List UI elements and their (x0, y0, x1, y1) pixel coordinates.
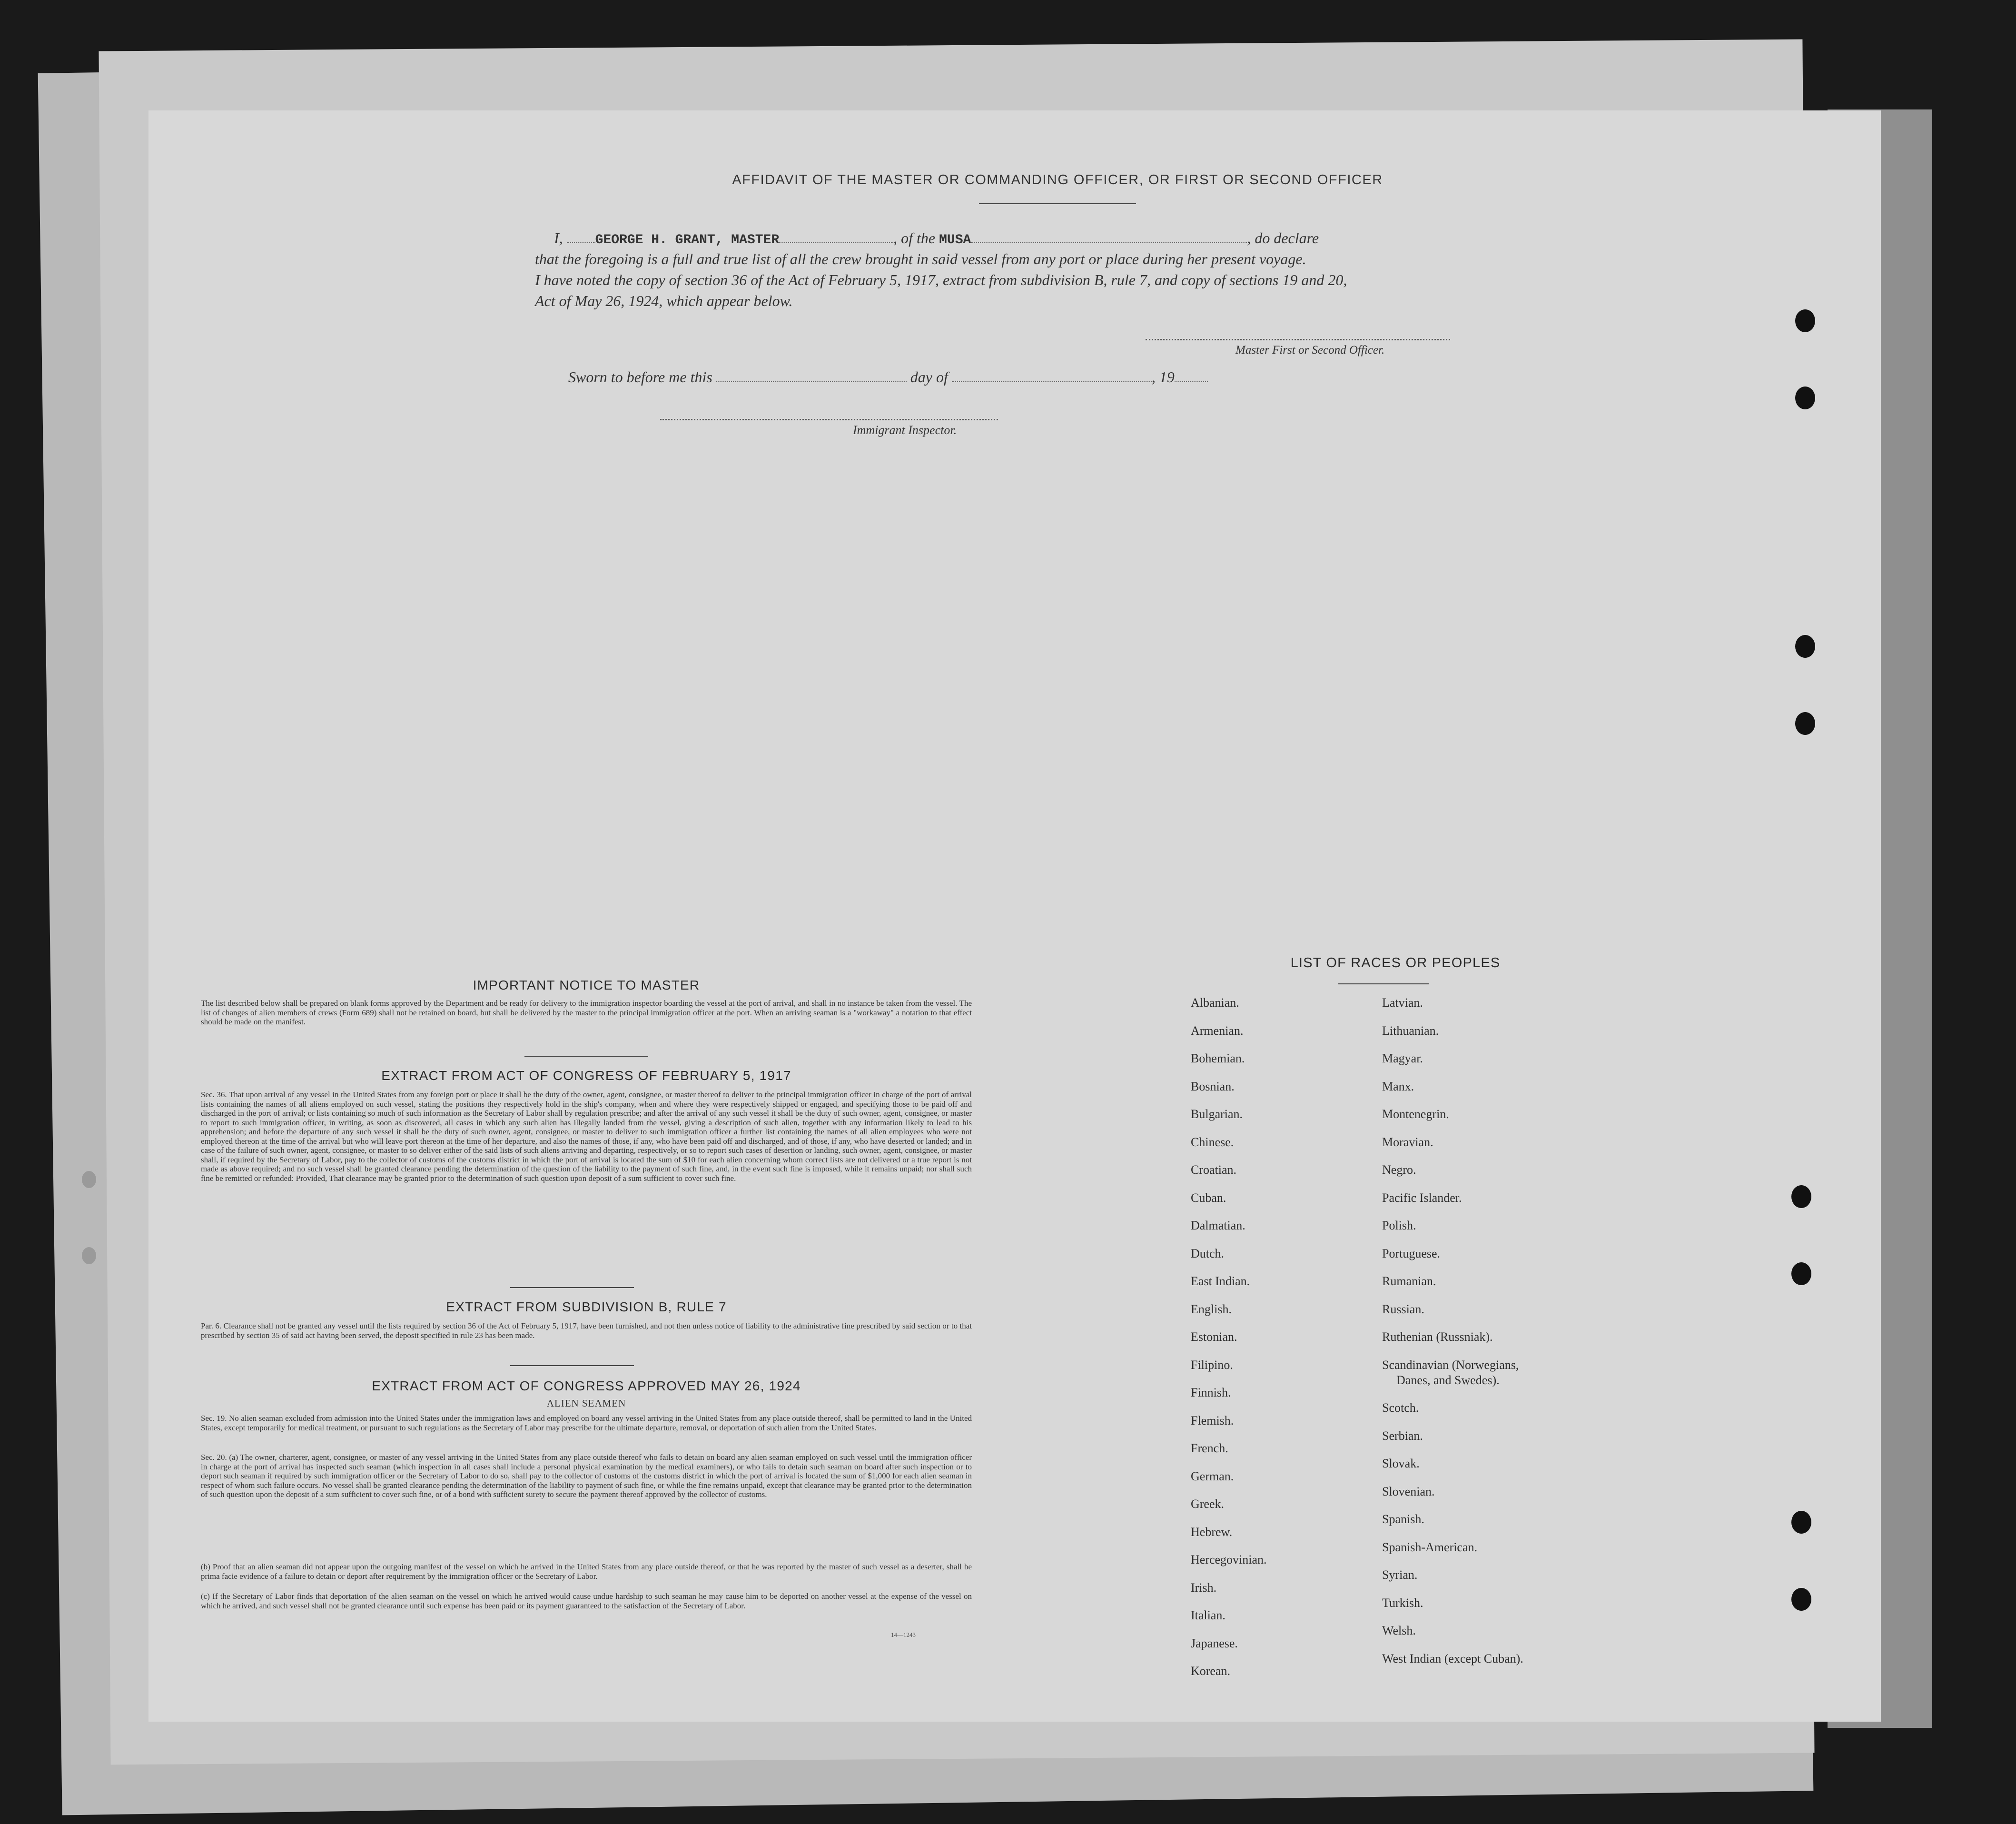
punch-hole (1795, 309, 1815, 332)
race-item: English. (1191, 1302, 1232, 1316)
punch-hole (1791, 1262, 1811, 1285)
race-item: Finnish. (1191, 1386, 1231, 1399)
race-item: Pacific Islander. (1382, 1190, 1462, 1205)
race-item: Flemish. (1191, 1413, 1234, 1427)
declaration-line-2: that the foregoing is a full and true list of all the crew brought in said vessel from any port or place during her present voyage. (535, 250, 1306, 268)
race-item: Turkish. (1382, 1596, 1423, 1610)
extract-1924-title: EXTRACT FROM ACT OF CONGRESS APPROVED MAY 26, 1924 (372, 1378, 801, 1393)
race-item: Slovak. (1382, 1457, 1420, 1470)
punch-hole (1795, 635, 1815, 658)
race-item: Slovenian. (1382, 1484, 1435, 1498)
race-item: Russian. (1382, 1302, 1424, 1316)
rule-1 (524, 1056, 648, 1057)
declaration-line-3: I have noted the copy of section 36 of the Act of February 5, 1917, extract from subdivision B, rule 7, and copy of sections 19 and 20, (535, 271, 1347, 288)
race-item: Welsh. (1382, 1624, 1416, 1637)
form-number: 14—1243 (891, 1631, 916, 1638)
master-signature-line (1146, 339, 1450, 340)
race-item: Syrian. (1382, 1568, 1418, 1582)
race-item: Danes, and Swedes). (1396, 1373, 1500, 1387)
document-page (148, 110, 1881, 1722)
race-item: Dutch. (1191, 1246, 1225, 1260)
race-item: Magyar. (1382, 1051, 1423, 1065)
race-item: Bohemian. (1191, 1051, 1245, 1065)
race-item: Scotch. (1382, 1401, 1419, 1415)
punch-hole (1791, 1588, 1811, 1611)
race-item: Serbian. (1382, 1428, 1423, 1443)
punch-hole-back (82, 1171, 96, 1188)
inspector-signature-line (660, 419, 998, 420)
race-item: Negro. (1382, 1163, 1416, 1177)
inspector-label: Immigrant Inspector. (853, 423, 957, 437)
punch-hole (1795, 387, 1815, 409)
extract-rule7-title: EXTRACT FROM SUBDIVISION B, RULE 7 (446, 1299, 727, 1314)
race-item: German. (1191, 1469, 1234, 1483)
punch-hole (1791, 1185, 1811, 1208)
race-item: Greek. (1191, 1497, 1225, 1511)
punch-hole (1791, 1511, 1811, 1534)
notice-title: IMPORTANT NOTICE TO MASTER (473, 978, 700, 992)
declaration-line-4: Act of May 26, 1924, which appear below. (535, 292, 793, 309)
race-item: Ruthenian (Russniak). (1382, 1330, 1493, 1344)
race-item: Chinese. (1191, 1135, 1234, 1149)
race-item: Moravian. (1382, 1135, 1433, 1149)
race-item: Armenian. (1191, 1023, 1244, 1038)
vessel-name: MUSA (939, 233, 971, 248)
race-item: Latvian. (1382, 996, 1423, 1010)
race-item: Spanish. (1382, 1512, 1424, 1526)
race-item: Hebrew. (1191, 1525, 1233, 1539)
race-item: Albanian. (1191, 996, 1239, 1010)
rule-2 (510, 1287, 634, 1288)
race-item: Japanese. (1191, 1636, 1238, 1650)
races-title: LIST OF RACES OR PEOPLES (1290, 955, 1501, 971)
extract-1917-body: Sec. 36. That upon arrival of any vessel in the United States from any foreign port or place it shall be the duty of the owner, agent, consignee, or master thereof to deliver to the principal immigration officer in charge of the port of arrival lists containing the names of all aliens employed on such vessel, stating the positions they respectively hold in the ship's company, when and where they were respectively shipped or engaged, and specifying those to be paid off and discharged in the port of arrival; or lists containing so much of such information as the Secretary of Labor shall by regulation prescribe; and after the arrival of any such vessel it shall be the duty of such owner, agent, consignee, or master to report to such immigration officer, in writing, as soon as discovered, all cases in which any such alien has illegally landed from the vessel, giving a description of such alien, together with any information likely to lead to his apprehension; and before the departure of any such vessel it shall be the duty of such owner, agent, consignee, or master to deliver to such immigration officer a further list containing the names of all alien employees who were not employed thereon at the time of the arrival but who will leave port thereon at the time of her departure, and also the names of those, if any, who have been paid off and discharged, and of those, if any, who have deserted or landed; and in case of the failure of such owner, agent, consignee, or master to so deliver either of the said lists of such aliens arriving and departing, respectively, or so to report such cases of desertion or landing, such owner, agent, consignee, or master shall, if required by the Secretary of Labor, pay to the collector of customs of the customs district in which the port of arrival is located the sum of $10 for each alien concerning whom correct lists are not delivered or a true report is not made as above required; and no such vessel shall be granted clearance pending the determination of the question of the liability to the payment of such fine, and, in the event such fine is imposed, while it remains unpaid; nor shall such fine be remitted or refunded: Provided, That clearance may be granted prior to the determination of such question upon deposit of a sum sufficient to cover such fine. (201, 1090, 972, 1183)
race-item: Polish. (1382, 1219, 1416, 1232)
race-item: Montenegrin. (1382, 1107, 1449, 1121)
extract-1917-title: EXTRACT FROM ACT OF CONGRESS OF FEBRUARY 5, 1917 (381, 1068, 791, 1083)
race-item: Korean. (1191, 1664, 1231, 1678)
race-item: Filipino. (1191, 1358, 1233, 1372)
race-item: Italian. (1191, 1608, 1225, 1622)
race-item: Estonian. (1191, 1330, 1237, 1344)
race-item: Bulgarian. (1191, 1107, 1243, 1121)
punch-hole-back (82, 1247, 96, 1264)
alien-seamen-subtitle: ALIEN SEAMEN (546, 1398, 626, 1409)
race-item: West Indian (except Cuban). (1382, 1651, 1523, 1665)
race-item: East Indian. (1191, 1274, 1250, 1288)
race-item: Dalmatian. (1191, 1219, 1245, 1232)
extract-1924-sec20c: (c) If the Secretary of Labor finds that deportation of the alien seaman on the vessel on which he arrived would cause undue hardship to such seaman he may cause him to be deported on another vessel at the expense of the vessel on which he arrived, and such vessel shall not be granted clearance until such expense has been paid or its payment guaranteed to the satisfaction of the Secretary of Labor. (201, 1592, 972, 1610)
race-item: Rumanian. (1382, 1274, 1436, 1288)
race-item: Bosnian. (1191, 1079, 1235, 1093)
race-item: Scandinavian (Norwegians, (1382, 1358, 1519, 1372)
declaration-line-1: I, GEORGE H. GRANT, MASTER , of the MUSA , do declare (554, 229, 1319, 248)
sworn-line: Sworn to before me this day of , 19 (535, 367, 1630, 387)
master-signature-label: Master First or Second Officer. (1235, 344, 1385, 357)
race-item: Portuguese. (1382, 1246, 1441, 1260)
race-item: Spanish-American. (1382, 1540, 1478, 1554)
punch-hole (1795, 712, 1815, 735)
rule-3 (510, 1365, 634, 1366)
affidavit-title: AFFIDAVIT OF THE MASTER OR COMMANDING OFFICER, OR FIRST OR SECOND OFFICER (732, 172, 1383, 188)
title-rule (979, 203, 1136, 204)
race-item: Lithuanian. (1382, 1023, 1439, 1038)
race-item: Hercegovinian. (1191, 1553, 1267, 1566)
extract-1924-sec20b: (b) Proof that an alien seaman did not appear upon the outgoing manifest of the vessel on which he arrived in the United States from any place outside thereof, or that he was reported by the master of such vessel as a deserter, shall be prima facie evidence of a failure to detain or deport after requirement by the immigration officer or the Secretary of Labor. (201, 1562, 972, 1581)
extract-1924-sec19: Sec. 19. No alien seaman excluded from admission into the United States under the immigration laws and employed on board any vessel arriving in the United States from any place outside thereof, shall be permitted to land in the United States, except temporarily for medical treatment, or pursuant to such regulations as the Secretary of Labor may prescribe for the ultimate departure, removal, or deportation of such alien from the United States. (201, 1414, 972, 1432)
extract-1924-sec20a: Sec. 20. (a) The owner, charterer, agent, consignee, or master of any vessel arriving in the United States from any place outside thereof who fails to detain on board any alien seaman employed on such vessel until the immigration officer in charge at the port of arrival has inspected such seaman (which inspection in all cases shall include a personal physical examination by the medical examiners), or who fails to detain such seaman on board after such inspection or to deport such seaman if required by such immigration officer or the Secretary of Labor to do so, shall pay to the collector of customs of the customs district in which the port of arrival is located the sum of $1,000 for each alien seaman in respect of whom such failure occurs. No vessel shall be granted clearance pending the determination of the liability to payment of such fine, or while the fine remains unpaid, except that clearance may be granted prior to the determination of such question upon the deposit of a sum sufficient to cover such fine, or of a bond with sufficient surety to secure the payment thereof approved by the collector of customs. (201, 1453, 972, 1499)
race-item: Cuban. (1191, 1190, 1226, 1205)
race-item: Manx. (1382, 1079, 1414, 1093)
race-item: Croatian. (1191, 1163, 1237, 1177)
race-item: Irish. (1191, 1580, 1217, 1595)
notice-body: The list described below shall be prepared on blank forms approved by the Department and be ready for delivery to the immigration inspector boarding the vessel at the port of arrival, and shall in no instance be taken from the vessel. The list of changes of alien members of crews (Form 689) shall not be retained on board, but shall be delivered by the master to the principal immigration officer at the port. When an arriving seaman is a "workaway" a notation to that effect should be made on the manifest. (201, 999, 972, 1026)
race-item: French. (1191, 1441, 1228, 1455)
races-rule (1338, 983, 1429, 984)
extract-rule7-body: Par. 6. Clearance shall not be granted any vessel until the lists required by section 36 of the Act of February 5, 1917, have been furnished, and not then unless notice of liability to the administrative fine prescribed by said section or to that prescribed by section 35 of said act having been served, the deposit specified in rule 23 has been made. (201, 1321, 972, 1340)
master-name: GEORGE H. GRANT, MASTER (595, 233, 780, 248)
